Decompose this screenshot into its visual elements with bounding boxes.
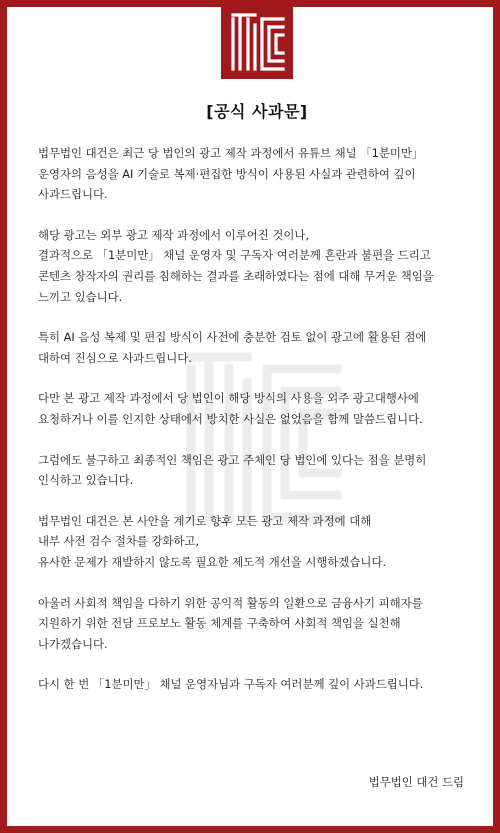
paragraph-agency-clarification: 다만 본 광고 제작 과정에서 당 법인이 해당 방식의 사용을 외주 광고대행사에 요청하거나 이를 인지한 상태에서 방치한 사실은 없었음을 함께 말씀드립니다. xyxy=(38,391,423,426)
paragraph-final-responsibility: 그럼에도 불구하고 최종적인 책임은 광고 주체인 당 법인에 있다는 점을 분명히 인식하고 있습니다. xyxy=(38,452,427,488)
paragraph-responsibility: 해당 광고는 외부 광고 제작 과정에서 이루어진 것이나, 결과적으로 「1분미만」 채널 운영자 및 구독자 여러분께 혼란과 불편을 드리고 콘텐츠 창작자의 권리를 침해하는 결과를 초래하였다는 점에 대해 무거운 책임을 느끼고 있습니다. xyxy=(38,227,434,304)
paragraph-apology-intro: 법무법인 대건은 최근 당 법인의 광고 제작 과정에서 유튜브 채널 「1분미만」 운영자의 음성을 AI 기술로 복제·편집한 방식이 사용된 사실과 관련하여 깊이 사과드립니다. xyxy=(38,146,424,202)
paragraph-closing-apology: 다시 한 번 「1분미만」 채널 운영자님과 구독자 여러분께 깊이 사과드립니다. xyxy=(38,677,424,692)
paragraph-improvements: 법무법인 대건은 본 사안을 계기로 향후 모든 광고 제작 과정에 대해 내부 사전 검수 절차를 강화하고, 유사한 문제가 재발하지 않도록 필요한 제도적 개선을 시행하겠습니다. xyxy=(38,513,387,569)
paragraph-pro-bono: 아울러 사회적 책임을 다하기 위한 공익적 활동의 일환으로 금융사기 피해자를 지원하기 위한 전담 프로보노 활동 체계를 구축하여 사회적 책임을 실천해 나가겠습니다. xyxy=(38,595,423,651)
law-firm-logo-icon xyxy=(221,7,293,79)
signature: 법무법인 대건 드림 xyxy=(368,775,464,789)
notice-body xyxy=(38,143,478,715)
paragraph-ai-voice: 특히 AI 음성 복제 및 편집 방식이 사전에 충분한 검토 없이 광고에 활용된 점에 대하여 진심으로 사과드립니다. xyxy=(38,330,427,365)
notice-title: [공식 사과문] xyxy=(206,102,308,121)
